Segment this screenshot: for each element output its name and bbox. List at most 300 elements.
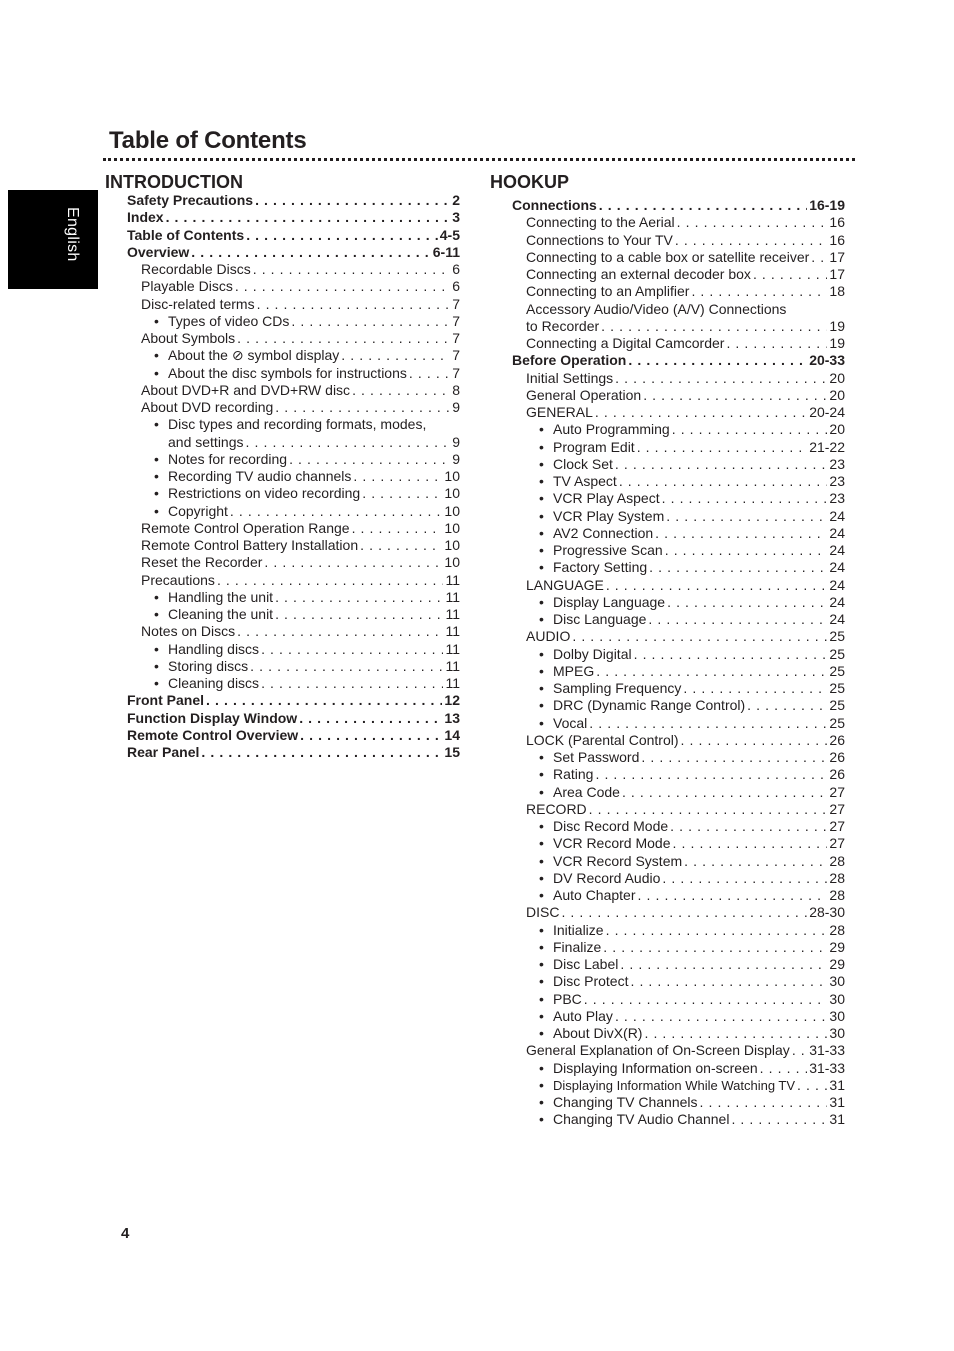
toc-entry-page: 19 (829, 317, 845, 334)
toc-entry (512, 680, 845, 697)
toc-entry-title: VCR Record Mode (553, 835, 671, 852)
toc-entry (127, 692, 460, 709)
toc-entry-title: AUDIO (526, 628, 571, 645)
toc-entry-title: Initialize (553, 921, 604, 938)
bullet-icon: • (154, 502, 159, 519)
toc-entry-page: 20 (829, 421, 845, 438)
toc-entry (127, 313, 460, 330)
bullet-icon: • (154, 657, 159, 674)
toc-entry-title: Connecting an external decoder box (526, 266, 751, 282)
language-tab-label: English (64, 207, 81, 262)
toc-entry-page: 20-24 (809, 404, 845, 420)
toc-entry-page: 31-33 (809, 1042, 845, 1059)
dot-leader (561, 904, 807, 921)
bullet-icon: • (539, 645, 544, 662)
toc-entry (512, 663, 845, 680)
toc-entry (512, 1111, 845, 1128)
toc-entry (512, 870, 845, 887)
toc-entry-page: 9 (452, 433, 460, 450)
toc-entry-page: 17 (829, 248, 845, 265)
toc-entry-title: About Symbols (141, 330, 236, 346)
toc-entry (512, 853, 845, 870)
dot-leader (675, 232, 828, 249)
dot-leader (619, 473, 828, 490)
bullet-icon: • (154, 485, 159, 502)
toc-entry-title: Disc Record Mode (553, 818, 669, 834)
toc-entry (512, 1008, 845, 1025)
toc-entry-title: Disc Label (553, 956, 619, 972)
toc-entry-page: 11 (445, 606, 460, 622)
toc-entry-page: 11 (445, 640, 460, 657)
bullet-icon: • (539, 887, 544, 903)
toc-entry-page: 31-33 (809, 1059, 845, 1076)
toc-entry (512, 784, 845, 801)
toc-entry-page: 9 (452, 450, 460, 467)
toc-entry-title: General Explanation of On-Screen Display (526, 1042, 790, 1059)
dot-leader (250, 658, 443, 675)
dot-leader (648, 611, 827, 628)
dot-leader (603, 939, 827, 956)
dot-leader (595, 766, 827, 783)
toc-entry (127, 451, 460, 468)
toc-entry (512, 456, 845, 473)
dot-leader (289, 451, 450, 468)
toc-entry-title: Disc Language (553, 611, 647, 627)
bullet-icon: • (539, 835, 544, 852)
toc-entry-title: Set Password (553, 749, 640, 765)
dot-leader (362, 485, 442, 502)
toc-entry (512, 922, 845, 939)
toc-entry (512, 697, 845, 714)
toc-entry-title: Reset the Recorder (141, 554, 263, 571)
toc-entry-title: General Operation (526, 386, 642, 403)
toc-entry (512, 266, 845, 283)
toc-entry-page: 24 (829, 524, 845, 541)
dot-leader (792, 1042, 807, 1059)
toc-entry (512, 283, 845, 300)
toc-entry-page: 29 (829, 956, 845, 972)
toc-entry-title: Displaying Information on-screen (553, 1059, 758, 1076)
toc-entry (127, 347, 460, 364)
toc-entry (512, 628, 845, 645)
dot-leader (589, 715, 827, 732)
toc-entry-page: 12 (444, 692, 460, 709)
bullet-icon: • (539, 524, 544, 541)
bullet-icon: • (539, 869, 544, 886)
toc-entry-title: Changing TV Audio Channel (553, 1111, 730, 1128)
toc-entry-page: 28 (829, 869, 845, 886)
toc-entry (512, 1025, 845, 1042)
toc-entry (127, 261, 460, 278)
toc-entry (512, 715, 845, 732)
toc-entry (512, 525, 845, 542)
toc-entry-page: 20-33 (809, 352, 845, 369)
toc-entry (512, 214, 845, 231)
bullet-icon: • (539, 490, 544, 507)
dot-leader (601, 318, 827, 335)
toc-entry (127, 209, 460, 226)
dot-leader (615, 1008, 827, 1025)
toc-entry-title: Recordable Discs (141, 261, 251, 277)
dot-leader (797, 1077, 827, 1094)
bullet-icon: • (154, 606, 159, 622)
toc-entry (127, 658, 460, 675)
toc-entry-page: 16-19 (809, 197, 845, 213)
dot-leader (589, 801, 828, 818)
dot-leader (595, 404, 807, 421)
dot-leader (662, 870, 827, 887)
dot-leader (684, 853, 827, 870)
toc-entry (127, 503, 460, 520)
toc-entry (512, 835, 845, 852)
dot-leader (257, 296, 451, 313)
toc-entry-title: Initial Settings (526, 369, 614, 386)
bullet-icon: • (154, 312, 159, 329)
toc-entry-title: Front Panel (127, 692, 205, 709)
toc-entry-title: Dolby Digital (553, 645, 632, 662)
dot-leader (264, 554, 442, 571)
toc-entry-title: MPEG (553, 662, 595, 679)
dot-leader (760, 1060, 808, 1077)
toc-entry-page: 11 (445, 623, 460, 640)
toc-entry-page: 9 (452, 399, 460, 415)
toc-entry (512, 490, 845, 507)
toc-entry-page: 27 (829, 835, 845, 852)
dot-leader (662, 490, 828, 507)
bullet-icon: • (539, 611, 544, 627)
dot-leader (677, 214, 828, 231)
dot-leader (291, 313, 450, 330)
dot-leader (667, 594, 827, 611)
dot-leader (643, 387, 827, 404)
dot-leader (235, 278, 450, 295)
toc-entry-page: 17 (829, 266, 845, 282)
toc-entry-page: 10 (444, 519, 460, 536)
toc-entry-page: 6 (452, 261, 460, 277)
toc-entry-page: 20 (829, 386, 845, 403)
bullet-icon: • (539, 852, 544, 869)
toc-entry (512, 611, 845, 628)
dot-leader (634, 646, 828, 663)
toc-entry-title: Display Language (553, 593, 666, 610)
toc-entry-page: 11 (445, 571, 460, 588)
dot-leader (275, 606, 443, 623)
toc-entry (512, 301, 845, 318)
dot-leader (811, 249, 827, 266)
bullet-icon: • (539, 818, 544, 834)
dot-leader (572, 628, 827, 645)
bullet-icon: • (539, 990, 544, 1007)
toc-entry-title: Connecting a Digital Camcorder (526, 335, 725, 351)
toc-entry-title: Connecting to an Amplifier (526, 283, 690, 300)
toc-entry (512, 818, 845, 835)
bullet-icon: • (539, 783, 544, 800)
bullet-icon: • (539, 507, 544, 524)
toc-entry (512, 508, 845, 525)
toc-entry (512, 542, 845, 559)
toc-entry (512, 439, 845, 456)
toc-entry-page: 30 (829, 1007, 845, 1024)
dot-leader (253, 261, 450, 278)
dot-leader (615, 370, 827, 387)
bullet-icon: • (539, 938, 544, 955)
toc-entry-title: Connecting to the Aerial (526, 214, 675, 231)
dot-leader (191, 244, 430, 261)
toc-entry-title: Overview (127, 243, 190, 260)
dot-leader (166, 209, 451, 226)
dot-leader (246, 434, 451, 451)
dot-leader (641, 749, 827, 766)
toc-entry-title: About the disc symbols for instructions (168, 364, 407, 381)
toc-entry-page: 27 (829, 783, 845, 800)
toc-entry-page: 24 (829, 576, 845, 593)
toc-entry (512, 387, 845, 404)
bullet-icon: • (154, 588, 159, 605)
toc-entry-title: Sampling Frequency (553, 680, 682, 696)
toc-entry-page: 30 (829, 990, 845, 1007)
bullet-icon: • (154, 347, 159, 364)
dot-leader (353, 468, 442, 485)
toc-entry (512, 1042, 845, 1059)
dot-leader (615, 456, 828, 473)
toc-entry-page: 10 (444, 468, 460, 484)
toc-entry (512, 1077, 845, 1094)
bullet-icon: • (539, 542, 544, 558)
toc-entry-page: 6-11 (432, 243, 460, 260)
dot-leader (217, 572, 444, 589)
bullet-icon: • (539, 749, 544, 765)
toc-entry-page: 13 (444, 709, 460, 726)
dot-leader (300, 727, 442, 744)
bullet-icon: • (154, 468, 159, 484)
toc-entry-page: 31 (829, 1111, 845, 1128)
toc-entry-title: Finalize (553, 938, 602, 955)
bullet-icon: • (539, 766, 544, 783)
toc-entry-page: 2 (452, 192, 460, 208)
toc-entry (127, 365, 460, 382)
toc-entry-page: 20 (829, 369, 845, 386)
toc-entry-page: 4-5 (439, 226, 460, 243)
bullet-icon: • (539, 1076, 544, 1093)
dot-leader (360, 537, 442, 554)
toc-entry-title: Auto Chapter (553, 887, 636, 903)
toc-entry-page: 7 (452, 312, 460, 329)
toc-entry-title: About DivX(R) (553, 1025, 643, 1041)
toc-entry-page: 27 (829, 800, 845, 817)
dot-leader (596, 663, 827, 680)
toc-entry (127, 675, 460, 692)
toc-entry-page: 30 (829, 1025, 845, 1041)
toc-entry-title: Remote Control Battery Installation (141, 537, 359, 553)
toc-entry-title: Types of video CDs (168, 312, 290, 329)
toc-entry-page: 23 (829, 455, 845, 472)
toc-entry-title: Factory Setting (553, 559, 648, 576)
toc-entry-title: Index (127, 209, 164, 226)
bullet-icon: • (539, 1007, 544, 1024)
toc-entry-title: Precautions (141, 571, 215, 588)
toc-entry-title: LOCK (Parental Control) (526, 731, 679, 748)
dot-leader (246, 227, 438, 244)
toc-entry (512, 766, 845, 783)
dot-leader (261, 641, 443, 658)
dot-leader (700, 1094, 828, 1111)
dot-leader (655, 525, 827, 542)
toc-entry-page: 7 (452, 295, 460, 312)
toc-entry-title: VCR Play System (553, 507, 665, 524)
title-dotted-rule (103, 158, 855, 161)
bullet-icon: • (539, 1094, 544, 1110)
bullet-icon: • (539, 421, 544, 438)
toc-entry (127, 244, 460, 261)
dot-leader (747, 697, 827, 714)
introduction-toc-list (127, 192, 460, 761)
toc-entry-page: 26 (829, 766, 845, 783)
toc-entry (127, 623, 460, 640)
bullet-icon: • (539, 1111, 544, 1128)
dot-leader (638, 887, 828, 904)
toc-entry (127, 382, 460, 399)
toc-entry (127, 192, 460, 209)
toc-entry-page: 16 (829, 214, 845, 231)
toc-entry-title: Program Edit (553, 438, 635, 455)
toc-entry-title: Connections to Your TV (526, 231, 673, 248)
dot-leader (630, 973, 827, 990)
toc-entry-page: 24 (829, 559, 845, 576)
dot-leader (622, 784, 827, 801)
toc-entry (127, 744, 460, 761)
toc-entry-page: 23 (829, 473, 845, 489)
dot-leader (352, 382, 450, 399)
toc-entry (127, 554, 460, 571)
toc-entry-title: DV Record Audio (553, 869, 661, 886)
toc-entry-page: 24 (829, 542, 845, 558)
toc-entry-page: 7 (452, 347, 460, 364)
toc-entry-title: Area Code (553, 783, 620, 800)
toc-entry-title: Function Display Window (127, 709, 298, 726)
toc-entry-title: Remote Control Operation Range (141, 519, 350, 536)
dot-leader (628, 352, 807, 369)
toc-entry-title: Notes for recording (168, 450, 288, 467)
toc-entry-page: 25 (829, 697, 845, 714)
toc-entry (512, 594, 845, 611)
toc-entry (512, 352, 845, 369)
toc-entry (512, 973, 845, 990)
toc-entry-page: 11 (445, 588, 460, 605)
toc-entry-title: Clock Set (553, 455, 613, 472)
toc-entry-page: 26 (829, 731, 845, 748)
toc-entry-title: Copyright (168, 502, 228, 519)
toc-entry-title: GENERAL (526, 404, 593, 420)
dot-leader (731, 1111, 827, 1128)
bullet-icon: • (154, 675, 159, 691)
toc-entry (512, 559, 845, 576)
toc-entry-page: 14 (444, 726, 460, 743)
toc-entry-page: 31 (829, 1094, 845, 1110)
toc-entry-page: 25 (829, 662, 845, 679)
toc-entry-page: 23 (829, 490, 845, 507)
toc-entry-page: 24 (829, 507, 845, 524)
bullet-icon: • (539, 1059, 544, 1076)
toc-entry-title: Table of Contents (127, 226, 245, 243)
language-side-tab (8, 190, 98, 289)
toc-entry (512, 335, 845, 352)
bullet-icon: • (539, 956, 544, 972)
toc-entry (512, 991, 845, 1008)
dot-leader (620, 956, 827, 973)
toc-entry (127, 278, 460, 295)
dot-leader (341, 347, 450, 364)
dot-leader (237, 330, 450, 347)
bullet-icon: • (539, 473, 544, 489)
toc-entry-page: 31 (829, 1076, 845, 1093)
toc-entry-title: About the ⊘ symbol display (168, 347, 340, 364)
toc-entry-page: 28-30 (809, 904, 845, 921)
toc-entry (512, 956, 845, 973)
bullet-icon: • (539, 559, 544, 576)
toc-entry (127, 589, 460, 606)
dot-leader (206, 692, 442, 709)
bullet-icon: • (539, 1025, 544, 1041)
toc-entry-page: 11 (445, 675, 460, 691)
toc-entry (512, 732, 845, 749)
toc-entry-title: Cleaning the unit (168, 606, 274, 622)
toc-entry (127, 468, 460, 485)
toc-entry (127, 434, 460, 451)
toc-entry-page: 6 (452, 278, 460, 295)
toc-entry (512, 473, 845, 490)
toc-entry (127, 606, 460, 623)
toc-entry-title: Changing TV Channels (553, 1094, 698, 1110)
toc-entry (127, 727, 460, 744)
toc-entry (512, 318, 845, 335)
toc-entry-title: Auto Play (553, 1007, 613, 1024)
bullet-icon: • (154, 416, 159, 433)
dot-leader (230, 503, 443, 520)
dot-leader (352, 520, 443, 537)
toc-entry-title: Rating (553, 766, 594, 783)
toc-entry-title: Safety Precautions (127, 192, 254, 208)
dot-leader (666, 508, 827, 525)
toc-entry (127, 710, 460, 727)
toc-entry-page: 27 (829, 818, 845, 834)
toc-entry-page: 30 (829, 973, 845, 990)
toc-entry-title: VCR Play Aspect (553, 490, 660, 507)
dot-leader (673, 835, 828, 852)
toc-entry-title: Remote Control Overview (127, 726, 299, 743)
toc-entry (127, 227, 460, 244)
toc-entry-title: Rear Panel (127, 744, 200, 760)
toc-entry-page: 25 (829, 714, 845, 731)
bullet-icon: • (539, 680, 544, 696)
toc-entry-page: 21-22 (809, 438, 845, 455)
hookup-heading: HOOKUP (490, 172, 570, 192)
toc-entry (127, 330, 460, 347)
toc-entry (512, 249, 845, 266)
toc-entry-title: LANGUAGE (526, 576, 604, 593)
toc-entry-page: 18 (829, 283, 845, 300)
toc-entry-page: 28 (829, 887, 845, 903)
bullet-icon: • (539, 438, 544, 455)
toc-entry-title: Progressive Scan (553, 542, 663, 558)
toc-entry (127, 416, 460, 433)
toc-entry (512, 577, 845, 594)
toc-entry-title: RECORD (526, 800, 587, 817)
toc-entry (127, 572, 460, 589)
dot-leader (255, 192, 450, 209)
toc-entry (512, 904, 845, 921)
toc-entry (512, 646, 845, 663)
bullet-icon: • (539, 714, 544, 731)
